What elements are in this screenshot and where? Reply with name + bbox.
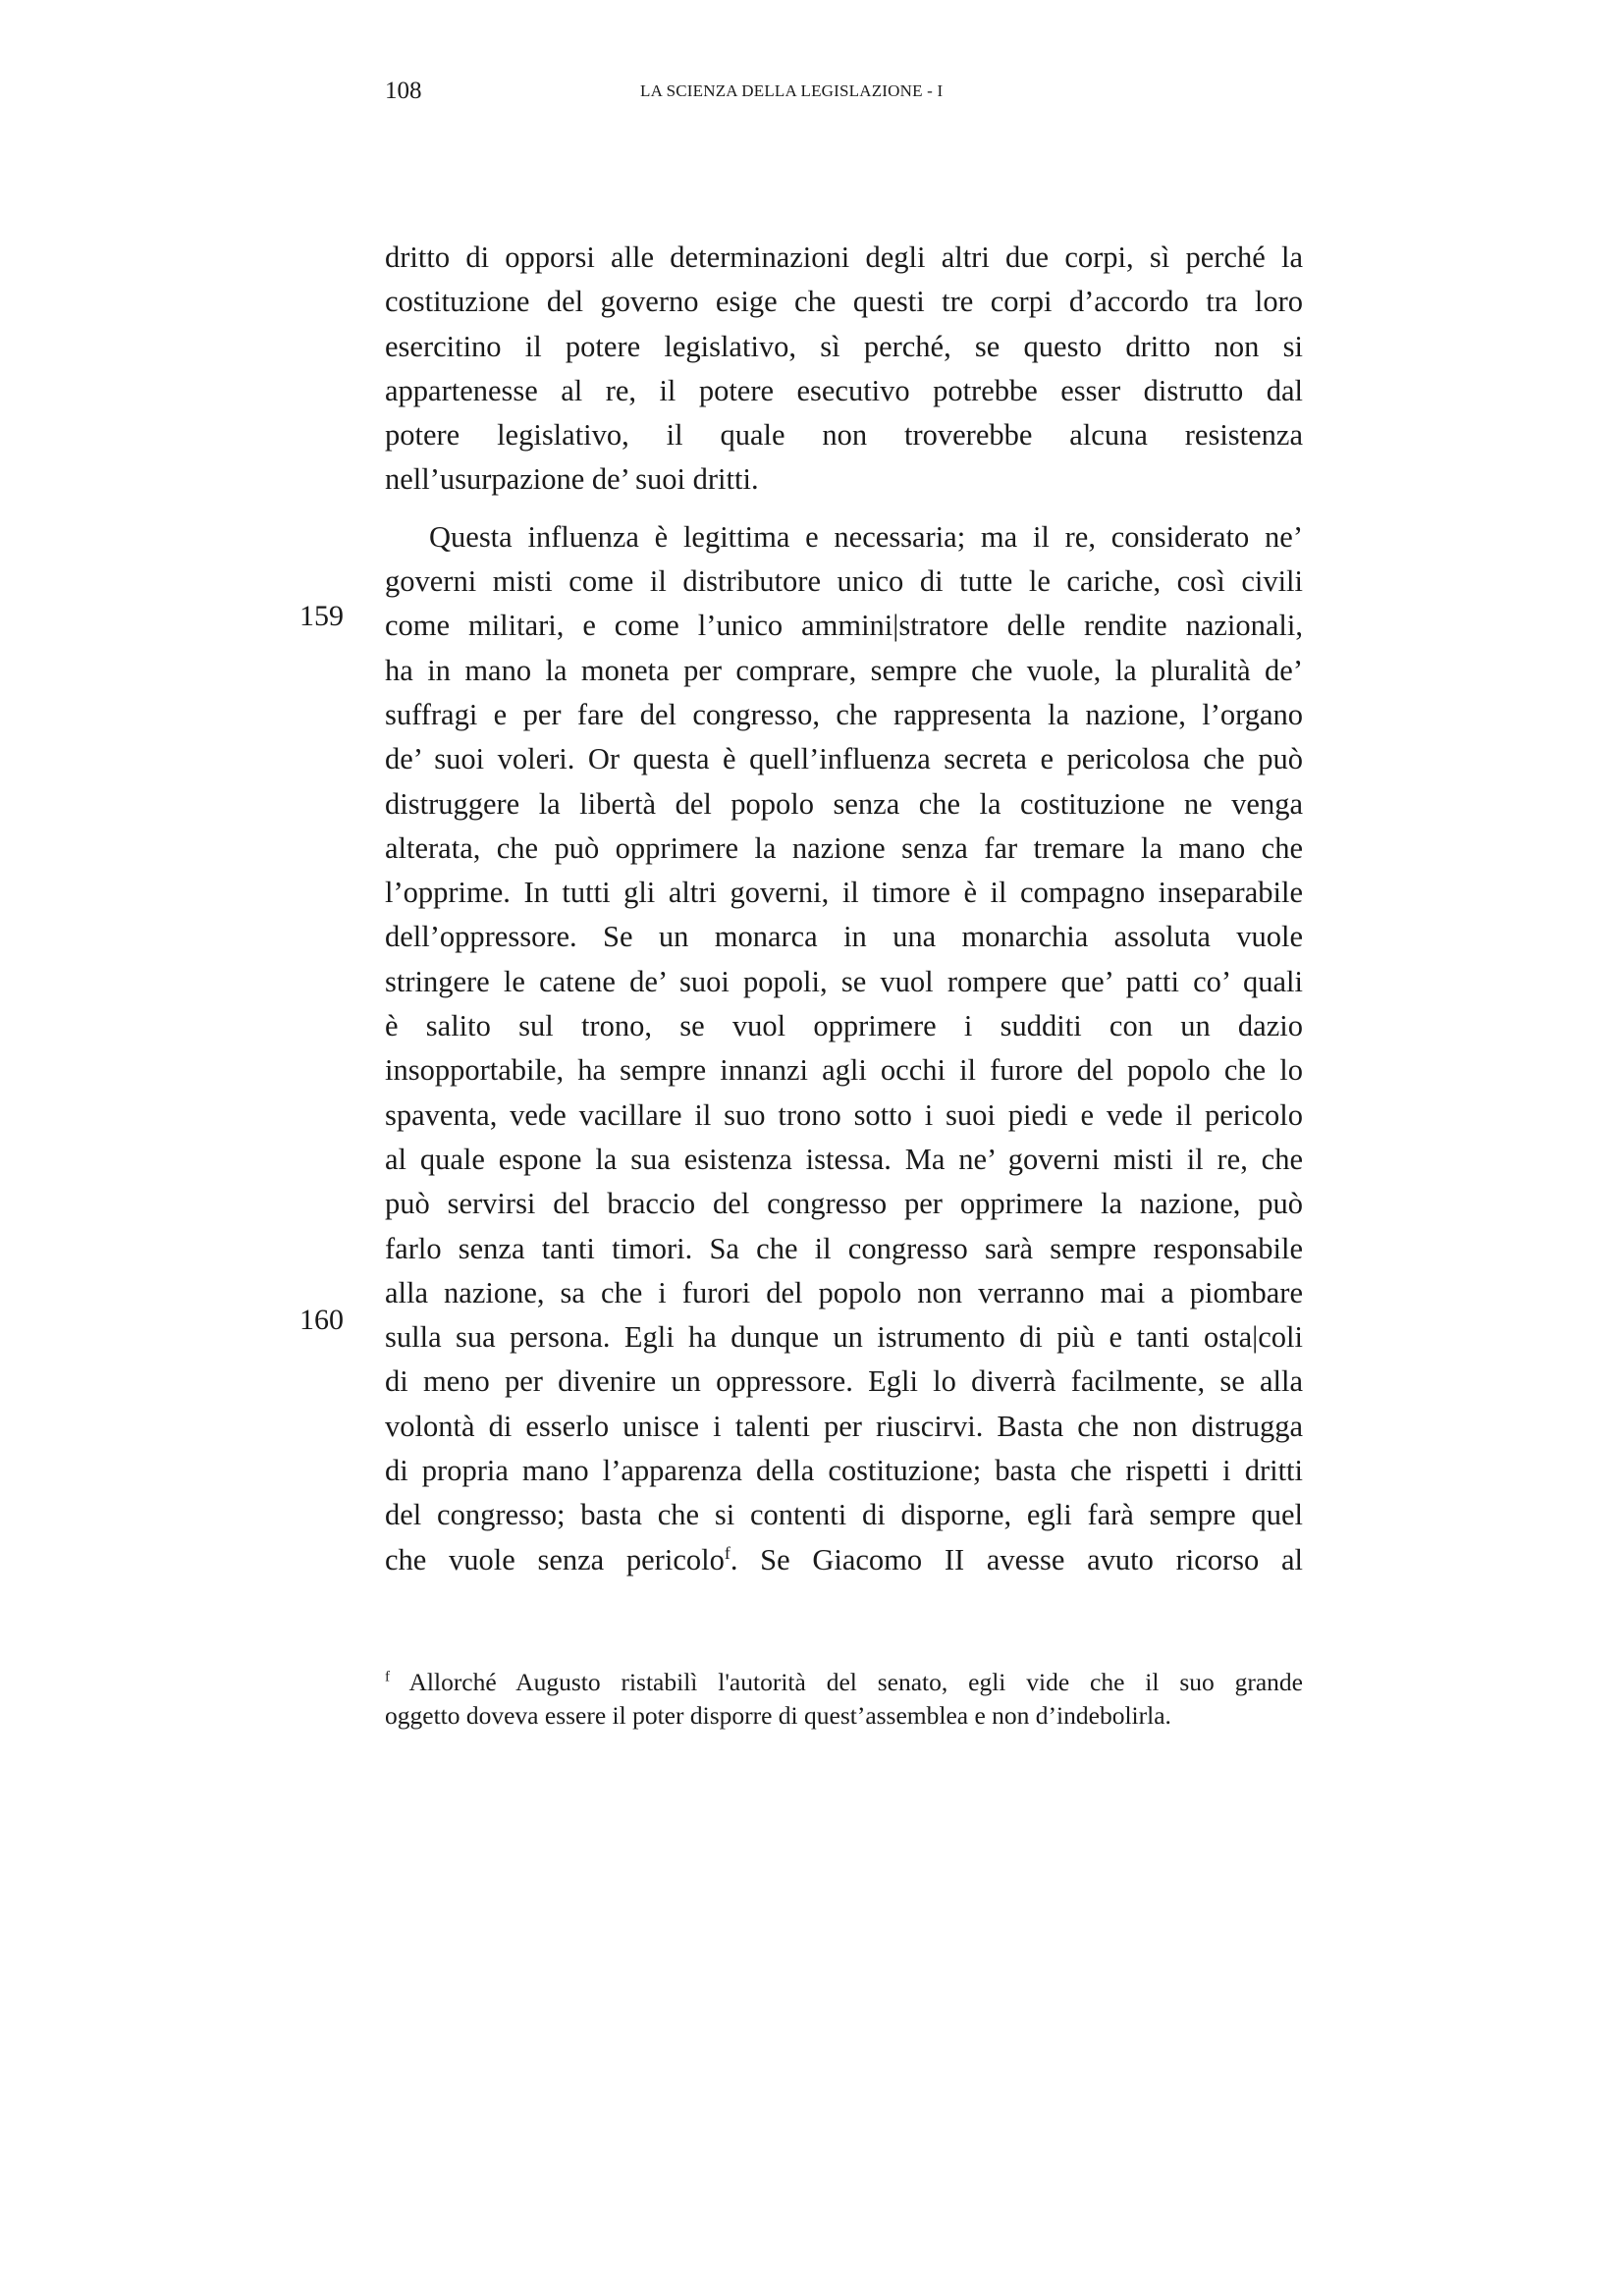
footnote xyxy=(385,1666,1303,1733)
text-segment: che vuole senza pericolo xyxy=(385,1542,725,1576)
text-line: stringere le catene de’ suoi popoli, se vuol rompere que’ patti co’ quali xyxy=(385,964,1303,998)
text-line: costituzione del governo esige che questi tre corpi d’accordo tra loro xyxy=(385,285,1303,319)
text-line: Questa influenza è legittima e necessaria; ma il re, considerato ne’ xyxy=(429,519,1303,554)
text-line: potere legislativo, il quale non troverebbe alcuna resistenza xyxy=(385,418,1303,453)
text-line: esercitino il potere legislativo, sì perché, se questo dritto non si xyxy=(385,329,1303,363)
footnote-text: Allorché Augusto ristabilì l'autorità del senato, egli vide che il suo grande xyxy=(408,1668,1304,1696)
paragraph-1 xyxy=(385,236,1303,503)
text-line: nell’usurpazione de’ suoi dritti. xyxy=(385,462,759,497)
text-line: al quale espone la sua esistenza istessa. Ma ne’ governi misti il re, che xyxy=(385,1142,1303,1176)
text-line: dell’oppressore. Se un monarca in una monarchia assoluta vuole xyxy=(385,920,1303,954)
text-line: farlo senza tanti timori. Sa che il congresso sarà sempre responsabile xyxy=(385,1231,1303,1265)
footnote-line xyxy=(385,1666,1303,1699)
footnote-line: oggetto doveva essere il poter disporre di quest’assemblea e non d’indebolirla. xyxy=(385,1701,1171,1730)
text-line: dritto di opporsi alle determinazioni degli altri due corpi, sì perché la xyxy=(385,240,1303,274)
text-line: spaventa, vede vacillare il suo trono sotto i suoi piedi e vede il pericolo xyxy=(385,1097,1303,1132)
text-line: governi misti come il distributore unico di tutte le cariche, così civili xyxy=(385,564,1303,599)
text-line: può servirsi del braccio del congresso per opprimere la nazione, può xyxy=(385,1187,1303,1221)
text-line: alla nazione, sa che i furori del popolo non verranno mai a piombare xyxy=(385,1275,1303,1309)
text-line: volontà di esserlo unisce i talenti per riuscirvi. Basta che non distrugga xyxy=(385,1409,1303,1443)
text-line: distruggere la libertà del popolo senza che la costituzione ne venga xyxy=(385,786,1303,821)
footnote-reference: f xyxy=(724,1542,730,1563)
text-line: di meno per divenire un oppressore. Egli lo diverrà facilmente, se alla xyxy=(385,1364,1303,1399)
text-line: insopportabile, ha sempre innanzi agli occhi il furore del popolo che lo xyxy=(385,1053,1303,1088)
margin-number-160: 160 xyxy=(299,1304,344,1336)
text-line: come militari, e come l’unico ammini|stratore delle rendite nazionali, xyxy=(385,609,1303,643)
footnote-mark: f xyxy=(385,1669,390,1685)
text-line: di propria mano l’apparenza della costituzione; basta che rispetti i dritti xyxy=(385,1454,1303,1488)
page-number: 108 xyxy=(385,78,422,104)
text-line-with-footnote xyxy=(385,1538,1303,1582)
text-line: ha in mano la moneta per comprare, sempre che vuole, la pluralità de’ xyxy=(385,653,1303,687)
text-segment: . Se Giacomo II avesse avuto ricorso al xyxy=(730,1542,1303,1576)
text-line: de’ suoi voleri. Or questa è quell’influenza secreta e pericolosa che può xyxy=(385,742,1303,776)
running-title: LA SCIENZA DELLA LEGISLAZIONE - I xyxy=(640,81,944,100)
text-line: sulla sua persona. Egli ha dunque un istrumento di più e tanti osta|coli xyxy=(385,1320,1303,1355)
text-line: del congresso; basta che si contenti di disporne, egli farà sempre quel xyxy=(385,1498,1303,1532)
paragraph-2 xyxy=(385,515,1303,1582)
text-line: l’opprime. In tutti gli altri governi, il timore è il compagno inseparabile xyxy=(385,876,1303,910)
text-line: è salito sul trono, se vuol opprimere i sudditi con un dazio xyxy=(385,1009,1303,1043)
text-line: appartenesse al re, il potere esecutivo potrebbe esser distrutto dal xyxy=(385,373,1303,407)
text-line: alterata, che può opprimere la nazione senza far tremare la mano che xyxy=(385,830,1303,865)
body-text xyxy=(385,236,1303,1582)
text-line: suffragi e per fare del congresso, che rappresenta la nazione, l’organo xyxy=(385,697,1303,731)
margin-number-159: 159 xyxy=(299,600,344,632)
